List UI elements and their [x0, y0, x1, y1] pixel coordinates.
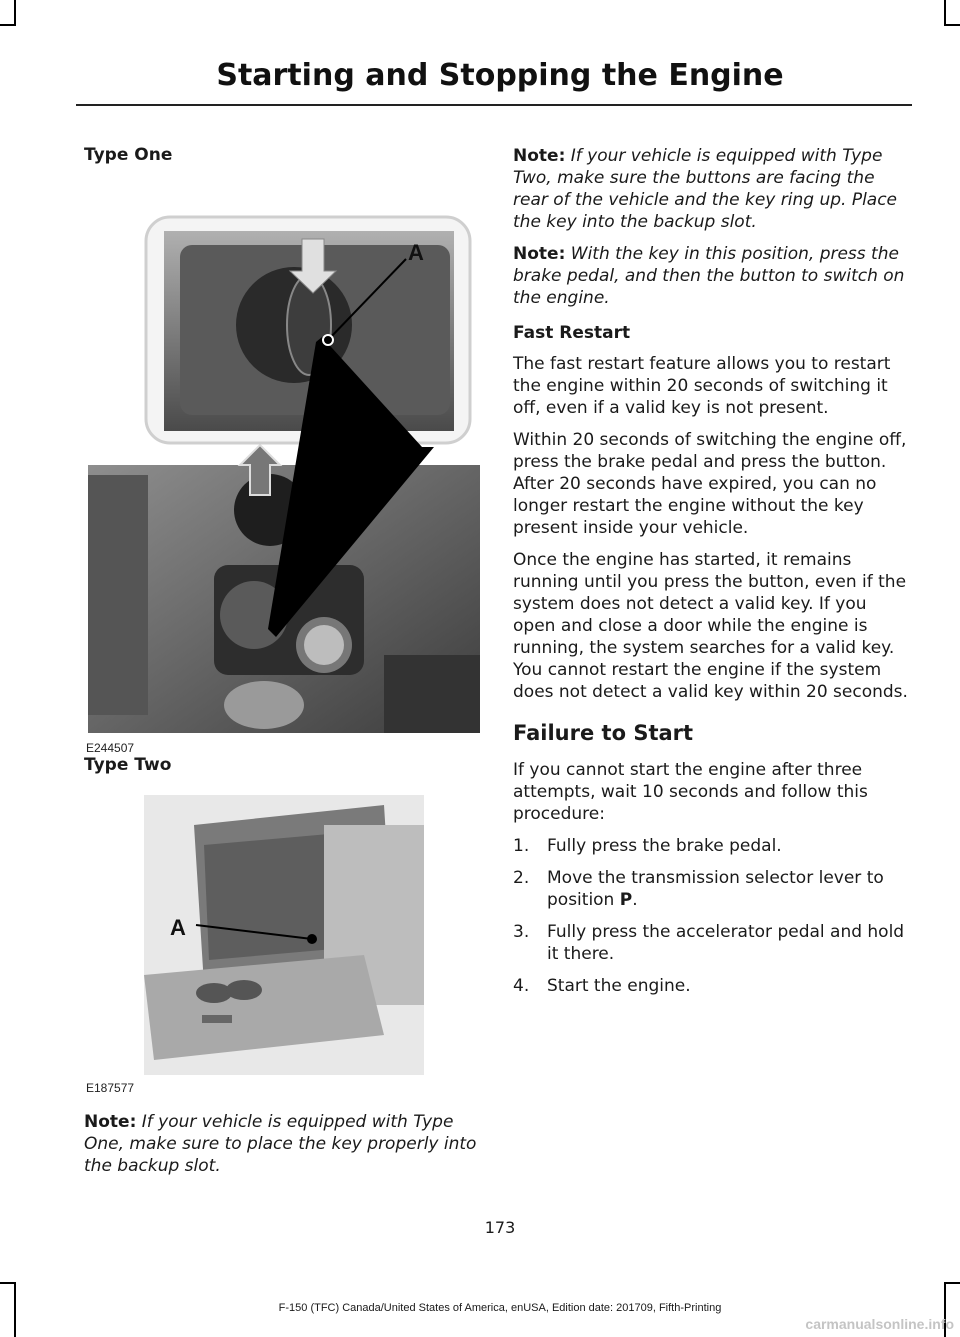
fast-restart-paragraph: Within 20 seconds of switching the engine off, press the brake pedal and press the button. After 20 seconds have expired, you can no longer restart the engine without the key present inside your vehicle. — [513, 430, 907, 538]
note-text: If your vehicle is equipped with Type One, make sure to place the key properly into the backup slot. — [84, 1112, 477, 1176]
page-title: Starting and Stopping the Engine — [216, 58, 784, 93]
edition-line: F-150 (TFC) Canada/United States of America, enUSA, Edition date: 201709, Fifth-Printing — [278, 1302, 722, 1314]
step-text: Fully press the brake pedal. — [547, 836, 782, 856]
backup-slot-type-two-illustration — [84, 785, 480, 1085]
note-text: If your vehicle is equipped with Type Two, make sure the buttons are facing the rear of the vehicle and the key ring up. Place the key into the backup slot. — [513, 146, 898, 232]
figure-type-one — [84, 175, 480, 755]
failure-intro: If you cannot start the engine after three attempts, wait 10 seconds and follow this procedure: — [513, 760, 868, 824]
crop-mark — [14, 0, 16, 26]
note-type-one — [84, 1111, 480, 1177]
crop-mark — [944, 1282, 960, 1284]
list-item — [513, 975, 909, 997]
failure-to-start-heading: Failure to Start — [513, 721, 694, 745]
figure-code: E244507 — [86, 741, 135, 755]
list-item — [513, 835, 909, 857]
step-number: 1. — [513, 836, 530, 856]
callout-a-label: A — [408, 240, 424, 265]
note-text: With the key in this position, press the brake pedal, and then the button to switch on the engine. — [513, 244, 905, 308]
note-label: Note: — [513, 146, 566, 166]
page-number: 173 — [484, 1218, 516, 1237]
callout-a-label: A — [170, 915, 186, 940]
step-number: 3. — [513, 922, 530, 942]
note-type-two — [513, 145, 909, 233]
step-text: Start the engine. — [547, 976, 691, 996]
note-label: Note: — [513, 244, 566, 264]
figure-code: E187577 — [86, 1081, 135, 1095]
crop-mark — [0, 1282, 16, 1284]
figure-type-two — [84, 785, 480, 1105]
procedure-list — [513, 835, 909, 997]
backup-slot-type-one-illustration — [84, 175, 480, 745]
left-column — [84, 145, 480, 1187]
crop-mark — [0, 24, 16, 26]
fast-restart-paragraph: Once the engine has started, it remains running until you press the button, even if the system does not detect a valid key. If you open and close a door while the engine is running, the system searches for a valid key. You cannot restart the engine if the system does not detect a valid key within 20 seconds. — [513, 550, 908, 702]
step-number: 2. — [513, 868, 530, 888]
list-item — [513, 921, 909, 965]
step-text: Fully press the accelerator pedal and hold it there. — [547, 922, 905, 964]
type-two-heading: Type Two — [84, 755, 172, 775]
list-item — [513, 867, 909, 911]
note-label: Note: — [84, 1112, 137, 1132]
watermark: carmanualsonline.info — [805, 1316, 954, 1332]
fast-restart-paragraph: The fast restart feature allows you to restart the engine within 20 seconds of switching it off, even if a valid key is not present. — [513, 354, 891, 418]
position-letter: P — [619, 890, 633, 910]
crop-mark — [944, 24, 960, 26]
step-number: 4. — [513, 976, 530, 996]
fast-restart-heading: Fast Restart — [513, 323, 631, 343]
header-divider — [76, 104, 912, 106]
right-column — [513, 145, 909, 1007]
step-text: . — [632, 890, 638, 910]
note-key-position — [513, 243, 909, 309]
crop-mark — [944, 0, 946, 26]
type-one-heading: Type One — [84, 145, 173, 165]
step-text: Move the transmission selector lever to position — [547, 868, 884, 910]
